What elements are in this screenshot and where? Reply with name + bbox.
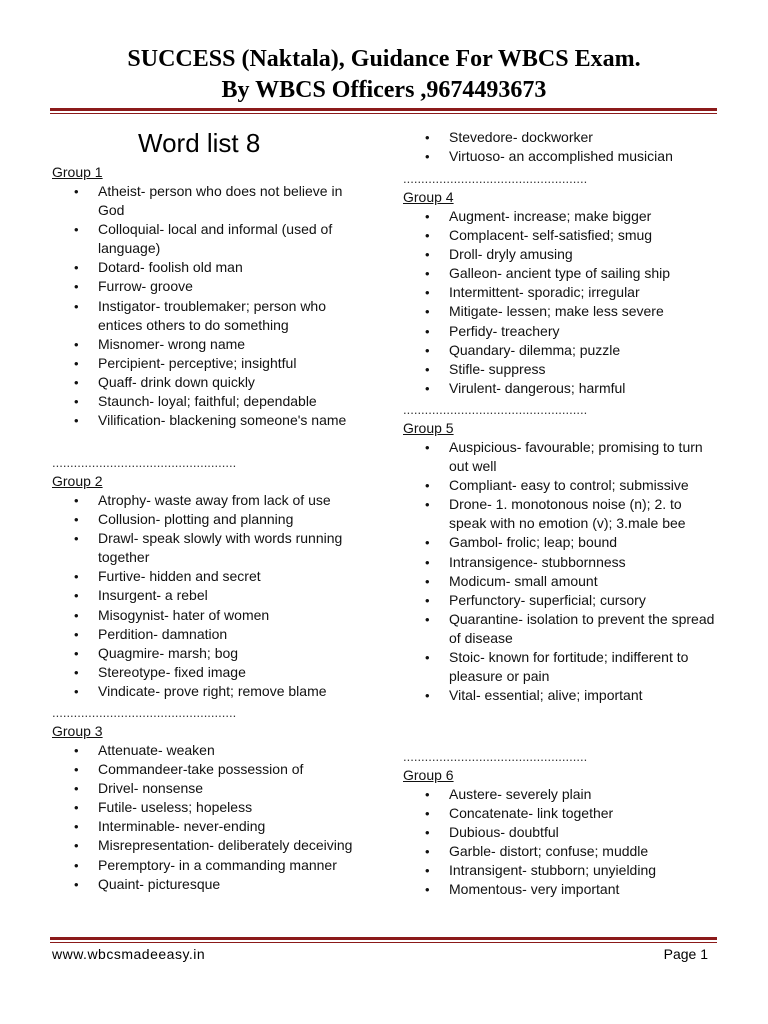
- list-item: • Compliant- easy to control; submissive: [403, 476, 715, 495]
- group-label: Group 2: [52, 473, 103, 489]
- list-item: • Vilification- blackening someone's name: [52, 411, 362, 430]
- word-list: [403, 438, 715, 705]
- list-item: • Intermittent- sporadic; irregular: [403, 283, 715, 302]
- group-label: Group 1: [52, 164, 103, 180]
- list-item: • Momentous- very important: [403, 880, 715, 899]
- list-item: • Attenuate- weaken: [52, 741, 362, 760]
- list-item: • Drawl- speak slowly with words running together: [52, 529, 362, 567]
- list-item: • Stoic- known for fortitude; indifferent to pleasure or pain: [403, 648, 715, 686]
- list-item: • Virulent- dangerous; harmful: [403, 379, 715, 398]
- group-2: [52, 472, 362, 701]
- list-item: • Galleon- ancient type of sailing ship: [403, 264, 715, 283]
- list-item: • Perfidy- treachery: [403, 322, 715, 341]
- list-item: • Interminable- never-ending: [52, 817, 362, 836]
- list-item: • Auspicious- favourable; promising to turn out well: [403, 438, 715, 476]
- separator: ...................................................: [403, 749, 588, 764]
- list-item: • Stereotype- fixed image: [52, 663, 362, 682]
- word-list: [403, 785, 715, 900]
- list-item: • Drivel- nonsense: [52, 779, 362, 798]
- footer-rule: [50, 937, 717, 943]
- list-item: • Dubious- doubtful: [403, 823, 715, 842]
- list-item: • Dotard- foolish old man: [52, 258, 362, 277]
- list-item: • Insurgent- a rebel: [52, 586, 362, 605]
- separator: ...................................................: [52, 455, 237, 470]
- group-label: Group 5: [403, 420, 454, 436]
- list-item: • Commandeer-take possession of: [52, 760, 362, 779]
- word-list: [403, 128, 715, 166]
- header-rule: [50, 108, 717, 114]
- group-1: [52, 163, 362, 430]
- group-label: Group 4: [403, 189, 454, 205]
- group-3: [52, 722, 362, 894]
- list-item: • Furrow- groove: [52, 277, 362, 296]
- group-label: Group 3: [52, 723, 103, 739]
- list-item: • Perfunctory- superficial; cursory: [403, 591, 715, 610]
- list-item: • Percipient- perceptive; insightful: [52, 354, 362, 373]
- list-item: • Augment- increase; make bigger: [403, 207, 715, 226]
- group-label: Group 6: [403, 767, 454, 783]
- list-item: • Peremptory- in a commanding manner: [52, 856, 362, 875]
- word-list: [52, 182, 362, 430]
- list-item: • Intransigent- stubborn; unyielding: [403, 861, 715, 880]
- list-item: • Instigator- troublemaker; person who entices others to do something: [52, 297, 362, 335]
- list-item: • Misrepresentation- deliberately deceiving: [52, 836, 362, 855]
- page-title: Word list 8: [138, 128, 261, 158]
- list-item: • Misogynist- hater of women: [52, 606, 362, 625]
- page-number: Page 1: [663, 946, 708, 962]
- list-item: • Quaint- picturesque: [52, 875, 362, 894]
- list-item: • Staunch- loyal; faithful; dependable: [52, 392, 362, 411]
- list-item: • Complacent- self-satisfied; smug: [403, 226, 715, 245]
- list-item: • Stevedore- dockworker: [403, 128, 715, 147]
- word-list: [403, 207, 715, 398]
- header: [0, 44, 768, 106]
- list-item: • Drone- 1. monotonous noise (n); 2. to speak with no emotion (v); 3.male bee: [403, 495, 715, 533]
- list-item: • Colloquial- local and informal (used of language): [52, 220, 362, 258]
- list-item: • Quaff- drink down quickly: [52, 373, 362, 392]
- list-item: • Vital- essential; alive; important: [403, 686, 715, 705]
- group-4: [403, 188, 715, 398]
- separator: ...................................................: [52, 705, 237, 720]
- list-item: • Droll- dryly amusing: [403, 245, 715, 264]
- list-item: • Austere- severely plain: [403, 785, 715, 804]
- list-item: • Futile- useless; hopeless: [52, 798, 362, 817]
- list-item: • Quagmire- marsh; bog: [52, 644, 362, 663]
- group-3-continued: [403, 128, 715, 166]
- group-5: [403, 419, 715, 705]
- word-list: [52, 741, 362, 894]
- list-item: • Intransigence- stubbornness: [403, 553, 715, 572]
- list-item: • Misnomer- wrong name: [52, 335, 362, 354]
- group-6: [403, 766, 715, 900]
- list-item: • Mitigate- lessen; make less severe: [403, 302, 715, 321]
- list-item: • Perdition- damnation: [52, 625, 362, 644]
- list-item: • Garble- distort; confuse; muddle: [403, 842, 715, 861]
- list-item: • Stifle- suppress: [403, 360, 715, 379]
- list-item: • Gambol- frolic; leap; bound: [403, 533, 715, 552]
- header-line-2: By WBCS Officers ,9674493673: [221, 77, 547, 103]
- list-item: • Furtive- hidden and secret: [52, 567, 362, 586]
- list-item: • Quarantine- isolation to prevent the spread of disease: [403, 610, 715, 648]
- list-item: • Concatenate- link together: [403, 804, 715, 823]
- separator: ...................................................: [403, 171, 588, 186]
- footer-url: www.wbcsmadeeasy.in: [52, 946, 206, 962]
- header-line-1: SUCCESS (Naktala), Guidance For WBCS Exam.: [127, 46, 641, 72]
- separator: ...................................................: [403, 402, 588, 417]
- word-list: [52, 491, 362, 701]
- list-item: • Atheist- person who does not believe in God: [52, 182, 362, 220]
- list-item: • Collusion- plotting and planning: [52, 510, 362, 529]
- list-item: • Atrophy- waste away from lack of use: [52, 491, 362, 510]
- list-item: • Quandary- dilemma; puzzle: [403, 341, 715, 360]
- list-item: • Modicum- small amount: [403, 572, 715, 591]
- list-item: • Vindicate- prove right; remove blame: [52, 682, 362, 701]
- list-item: • Virtuoso- an accomplished musician: [403, 147, 715, 166]
